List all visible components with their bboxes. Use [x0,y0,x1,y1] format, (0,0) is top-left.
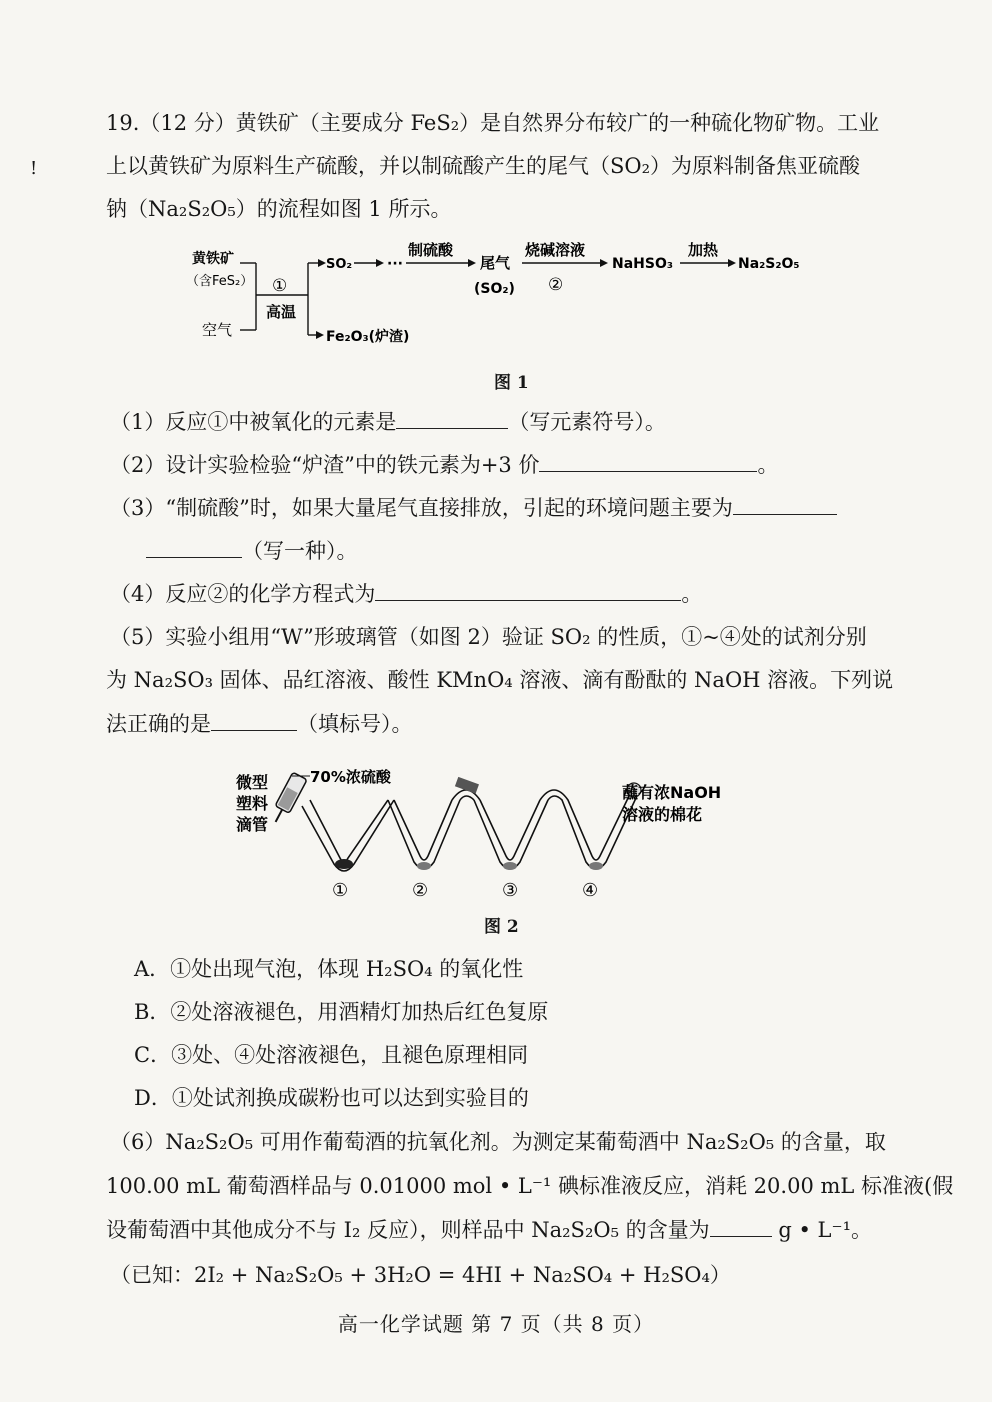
plastic-dropper [269,772,308,825]
option-d[interactable]: D．①处试剂换成碳粉也可以达到实验目的 [134,1086,529,1110]
figure2-caption: 图 2 [484,917,519,937]
product-label: Na₂S₂O₅ [738,256,800,272]
margin-mark: ! [30,158,38,179]
sub1-suffix: （写元素符号）。 [508,410,666,434]
sub-question-3-cont [146,535,358,566]
step1-number: ① [272,276,288,296]
raw-material-label: 黄铁矿 [192,251,234,267]
sub6-line1: （6）Na₂S₂O₅ 可用作葡萄酒的抗氧化剂。为测定某葡萄酒中 Na₂S₂O₅ 的含量，取 [110,1130,886,1154]
answer-blank-3b[interactable] [146,535,242,558]
position-2: ② [412,880,429,901]
sub-question-4 [110,578,702,609]
answer-blank-6[interactable] [710,1214,772,1237]
step1-condition: 高温 [266,303,297,321]
option-b[interactable]: B．②处溶液褪色，用酒精灯加热后红色复原 [134,1000,549,1024]
answer-blank-4[interactable] [375,578,681,601]
sub-question-1 [110,406,666,437]
sub1-text: （1）反应①中被氧化的元素是 [110,410,397,434]
question-intro-line1: 19.（12 分）黄铁矿（主要成分 FeS₂）是自然界分布较广的一种硫化物矿物。工业 [106,111,880,135]
na2so3-solid [335,859,353,869]
sub6-unit: g • L⁻¹。 [778,1218,872,1242]
sub3-suffix: （写一种）。 [242,539,358,563]
raw-material-formula: （含FeS₂） [186,274,254,289]
dropper-label-1: 微型 [236,773,269,792]
make-acid-label: 制硫酸 [408,241,454,259]
sub6-text: 设葡萄酒中其他成分不与 I₂ 反应），则样品中 Na₂S₂O₅ 的含量为 [106,1218,710,1242]
answer-blank-1[interactable] [396,406,508,429]
so2-label: SO₂ [326,257,353,272]
answer-blank-3a[interactable] [733,492,837,515]
nahso3-label: NaHSO₃ [612,256,673,272]
sub2-text: （2）设计实验检验“炉渣”中的铁元素为+3 价 [110,453,540,477]
position-4: ④ [582,880,599,901]
sub4-text: （4）反应②的化学方程式为 [110,582,376,606]
sub5-line1: （5）实验小组用“W”形玻璃管（如图 2）验证 SO₂ 的性质，①~④处的试剂分别 [110,625,867,649]
sub5-line2: 为 Na₂SO₃ 固体、品红溶液、酸性 KMnO₄ 溶液、滴有酚酞的 NaOH 溶液。下列说 [106,668,894,692]
question-intro-line3: 钠（Na₂S₂O₅）的流程如图 1 所示。 [106,197,452,221]
sub4-suffix: 。 [681,582,703,606]
w-tube-diagram [230,760,770,905]
caustic-label: 烧碱溶液 [525,241,586,259]
sub-question-2 [110,449,778,480]
question-intro-line2: 上以黄铁矿为原料生产硫酸，并以制硫酸产生的尾气（SO₂）为原料制备焦亚硫酸 [106,154,861,178]
tail-gas-label: 尾气 [480,254,511,272]
answer-blank-5[interactable] [211,708,297,731]
sub3-text: （3）“制硫酸”时，如果大量尾气直接排放，引起的环境问题主要为 [110,496,733,520]
dropper-label-2: 塑料 [236,794,269,813]
sub-question-3 [110,492,837,523]
sub5-suffix: （填标号）。 [297,712,413,736]
air-label: 空气 [202,321,233,339]
position-1: ① [332,880,349,901]
cotton-label-1: 蘸有浓NaOH [622,783,722,802]
dropper-label-3: 滴管 [236,815,269,834]
cotton-label-2: 溶液的棉花 [622,805,703,824]
option-a[interactable]: A．①处出现气泡，体现 H₂SO₄ 的氧化性 [134,957,524,981]
sub6-known-equation: （已知：2I₂ + Na₂S₂O₅ + 3H₂O = 4HI + Na₂SO₄ + H₂SO₄） [110,1263,731,1287]
position-3: ③ [502,880,519,901]
acid-label: 70%浓硫酸 [310,768,391,786]
heat-label: 加热 [688,241,719,259]
step2-number: ② [548,275,564,295]
sub6-line2: 100.00 mL 葡萄酒样品与 0.01000 mol • L⁻¹ 碘标准液反应，消耗 20.00 mL 标准液(假 [106,1174,954,1198]
sub-question-5-cont [106,708,413,739]
slag-label: Fe₂O₃(炉渣) [326,329,410,345]
option-c[interactable]: C．③处、④处溶液褪色，且褪色原理相同 [134,1043,529,1067]
answer-blank-2[interactable] [539,449,757,472]
sub-question-6-cont [106,1214,872,1245]
sub5-text: 法正确的是 [106,712,211,736]
dots-label: ··· [387,256,403,272]
page-footer: 高一化学试题 第 7 页（共 8 页） [337,1312,655,1336]
figure1-caption: 图 1 [494,373,529,393]
tail-gas-formula: (SO₂) [474,281,515,297]
sub2-suffix: 。 [757,453,779,477]
rubber-joint [455,777,479,794]
flow-diagram [180,235,820,360]
